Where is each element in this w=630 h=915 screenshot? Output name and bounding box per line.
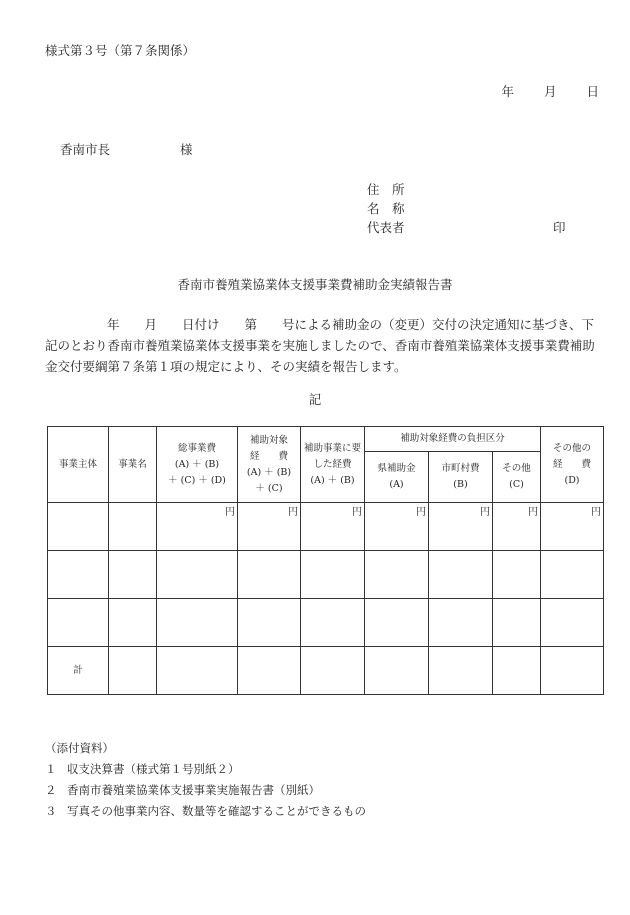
table-row	[48, 503, 604, 551]
cell-total[interactable]	[157, 647, 238, 695]
body-text: 年 月 日付け 第 号による補助金の（変更）交付の決定通知に基づき、下記のとおり香南市養殖業協業体支援事業を実施しましたので、香南市養殖業協業体支援事業費補助金交付要綱第７条第１項の規定により、その実績を報告します。	[45, 317, 595, 374]
header-pref-line2: (A)	[389, 479, 404, 490]
header-eligible	[238, 427, 301, 503]
header-entity: 事業主体	[48, 427, 109, 503]
cell-pref[interactable]	[365, 647, 429, 695]
header-misc-line1: その他の	[552, 442, 591, 454]
header-misc-line3: (D)	[564, 474, 580, 486]
addressee	[60, 140, 193, 158]
form-number: 様式第３号（第７条関係）	[45, 43, 196, 58]
attachments-heading: （添付資料）	[45, 741, 114, 755]
header-eligible-line2: 経 費	[249, 450, 288, 462]
header-required-line3: (A) ＋ (B)	[310, 474, 355, 486]
cell-entity[interactable]	[48, 599, 109, 647]
cell-project[interactable]	[109, 647, 157, 695]
cell-pref[interactable]: 円	[365, 503, 429, 551]
date-day: 日	[586, 84, 599, 99]
list-item	[45, 801, 366, 822]
report-table	[47, 426, 604, 695]
table-row	[48, 551, 604, 599]
table-row	[48, 599, 604, 647]
header-project: 事業名	[109, 427, 157, 503]
cell-total[interactable]: 円	[157, 503, 238, 551]
address-label: 住 所	[367, 182, 405, 197]
report-date	[501, 82, 599, 100]
header-pref-line1: 県補助金	[377, 463, 416, 474]
attachment-number: ２	[45, 783, 57, 797]
attachment-text: 香南市養殖業協業体支援事業実施報告書（別紙）	[67, 783, 320, 797]
ki-heading: 記	[308, 392, 322, 407]
attachment-text: 収支決算書（様式第１号別紙２）	[67, 762, 240, 776]
cell-pref[interactable]	[365, 551, 429, 599]
cell-eligible[interactable]: 円	[238, 503, 301, 551]
cell-misc[interactable]	[541, 647, 604, 695]
header-required-line1: 補助事業に要	[303, 442, 361, 454]
cell-city[interactable]	[429, 599, 493, 647]
name-label: 名 称	[367, 201, 405, 216]
cell-other[interactable]: 円	[493, 503, 541, 551]
cell-total[interactable]	[157, 599, 238, 647]
cell-project[interactable]	[109, 503, 157, 551]
cell-pref[interactable]	[365, 599, 429, 647]
attachment-number: ３	[45, 804, 57, 818]
header-eligible-line1: 補助対象	[249, 434, 288, 446]
attachments	[45, 738, 366, 822]
seal-mark: 印	[553, 220, 566, 235]
header-required	[301, 427, 365, 503]
cell-required[interactable]	[301, 647, 365, 695]
attachment-text: 写真その他事業内容、数量等を確認することができるもの	[67, 804, 366, 818]
header-other-line2: (C)	[509, 479, 524, 490]
cell-project[interactable]	[109, 551, 157, 599]
applicant-block	[367, 180, 566, 237]
cell-other[interactable]	[493, 551, 541, 599]
header-required-line2: した経費	[313, 458, 352, 470]
cell-entity[interactable]	[48, 551, 109, 599]
list-item	[45, 759, 366, 780]
cell-required[interactable]: 円	[301, 503, 365, 551]
list-item	[45, 780, 366, 801]
cell-eligible[interactable]	[238, 599, 301, 647]
cell-project[interactable]	[109, 599, 157, 647]
addressee-name: 香南市長	[60, 142, 111, 157]
header-total-line3: ＋ (C) ＋ (D)	[168, 474, 226, 486]
header-pref	[365, 452, 429, 503]
cell-eligible[interactable]	[238, 647, 301, 695]
representative-label: 代表者	[367, 220, 405, 235]
cell-entity[interactable]	[48, 503, 109, 551]
header-burden: 補助対象経費の負担区分	[365, 427, 541, 452]
header-total	[157, 427, 238, 503]
cell-required[interactable]	[301, 551, 365, 599]
header-other	[493, 452, 541, 503]
date-year: 年	[501, 84, 514, 99]
header-city-line2: (B)	[453, 479, 468, 490]
cell-city[interactable]: 円	[429, 503, 493, 551]
cell-misc[interactable]: 円	[541, 503, 604, 551]
total-label: 計	[48, 647, 109, 695]
attachment-number: １	[45, 762, 57, 776]
document-title: 香南市養殖業協業体支援事業費補助金実績報告書	[177, 277, 453, 292]
addressee-honorific: 様	[180, 142, 193, 157]
header-other-line1: その他	[502, 463, 531, 474]
cell-misc[interactable]	[541, 551, 604, 599]
cell-required[interactable]	[301, 599, 365, 647]
cell-other[interactable]	[493, 599, 541, 647]
header-eligible-line4: ＋ (C)	[255, 482, 283, 494]
header-eligible-line3: (A) ＋ (B)	[246, 466, 292, 478]
cell-misc[interactable]	[541, 599, 604, 647]
date-month: 月	[543, 84, 557, 99]
header-city	[429, 452, 493, 503]
total-row	[48, 647, 604, 695]
cell-other[interactable]	[493, 647, 541, 695]
header-total-line1: 総事業費	[177, 442, 216, 454]
header-misc	[541, 427, 604, 503]
header-misc-line2: 経 費	[552, 458, 591, 470]
header-total-line2: (A) ＋ (B)	[174, 458, 220, 470]
cell-total[interactable]	[157, 551, 238, 599]
cell-city[interactable]	[429, 647, 493, 695]
cell-city[interactable]	[429, 551, 493, 599]
cell-eligible[interactable]	[238, 551, 301, 599]
header-city-line1: 市町村費	[441, 463, 480, 474]
